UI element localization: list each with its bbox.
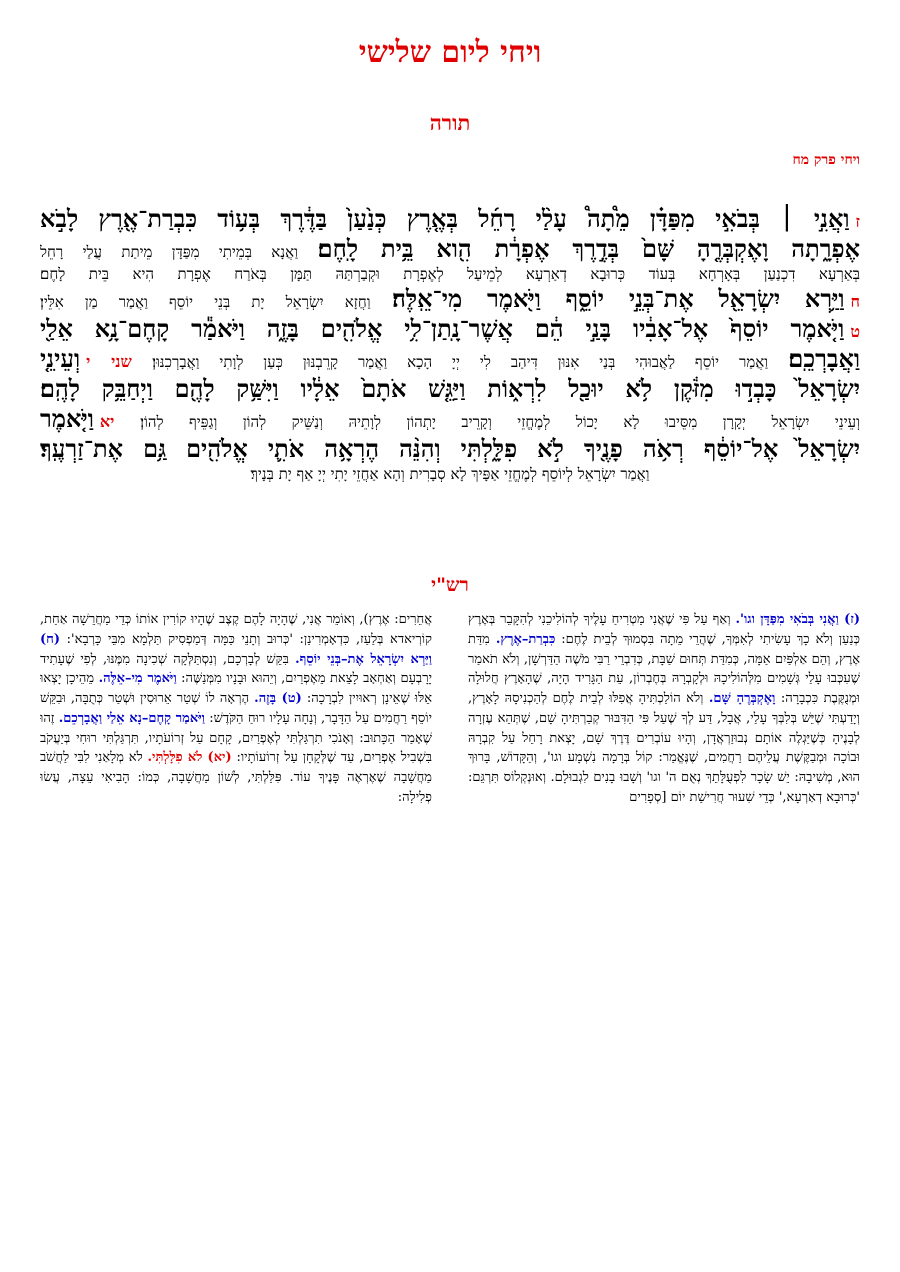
chapter-heading: ויחי פרק מח xyxy=(792,152,860,168)
rashi-text: מֵהֵיכָן יָצְאוּ אֵלּוּ שֶׁאֵינָן רְאוּיִין לִבְרָכָה: xyxy=(40,671,432,706)
rashi-text: אֲחֵרִים: אֶרֶץ), וְאוֹמֵר אֲנִי, שֶׁהָיָה לָהֶם קֶצֶב שֶׁהָיוּ קוֹרִין אוֹתוֹ כְּדֵי מַחֲרֵשָׁה אַחַת, קוֹרְיאדא בְּלַעַז, כִּדְאָמְרִינַן: 'כְּרוּב וְתָנֵי כַּמָּה דְּמַפְסִיק תַּלְמָא מִבֵּי כָּרְבָא': xyxy=(40,612,432,647)
verse-text: וַיֹּ֤אמֶר xyxy=(40,404,94,433)
rashi-column-right xyxy=(468,610,860,1010)
verse-number: ז xyxy=(855,212,860,231)
page-title: ויחי ליום שלישי xyxy=(358,35,542,70)
rashi-ref: כִּבְרַת–אֶרֶץ. xyxy=(495,631,556,647)
torah-line xyxy=(40,464,860,484)
rashi-text: הֶרְאָה לוֹ שְׁטַר אֵרוּסִין וּשְׁטַר כְּתֻבָּה, וּבִקֵּשׁ יוֹסֵף רַחֲמִים עַל הַדָּבָר, וְנָחָה עָלָיו רוּחַ הַקֹּדֶשׁ: xyxy=(40,691,432,726)
torah-line xyxy=(40,374,860,404)
torah-line xyxy=(40,404,860,434)
rashi-text: וְלֹא הוֹלַכְתִּיהָ אֲפִלּוּ לְבֵית לֶחֶם לְהַכְנִיסָהּ לָאָרֶץ, וְיָדַעְתִּי שֶׁיֵּשׁ בְּלִבְּךָ עָלַי, אֲבָל, דַּע לְךָ שֶׁעַל פִּי הַדִּבּוּר קְבַרְתִּיהָ שָׁם, שֶׁתְּהֵא עֶזְרָה לְבָנֶיהָ כְּשֶׁיַּגְלֶה אוֹתָם נְבוּזַרְאֲדָן, וְהָיוּ עוֹבְרִים דֶּרֶךְ שָׁם, יָצְאת רָחֵל עַל קִבְרָהּ וּבוֹכָה וּמְבַקֶּשֶׁת עֲלֵיהֶם רַחֲמִים, שֶׁנֶּאֱמַר: קוֹל בְּרָמָה נִשְׁמָע וגו', וְהַקָּדוֹשׁ, בָּרוּךְ הוּא, מְשִׁיבָהּ: יֵשׁ שָׂכָר לִפְעֻלָּתֵךְ נְאֻם ה' וגו' וְשָׁבוּ בָנִים לִגְבוּלָם. וְאוּנְקְלוֹס תִּרְגֵּם: 'כְּרוּבָא דְאַרְעָא,' כְּדֵי שִׁעוּר חֲרִישַׁת יוֹם [סְפָרִים xyxy=(468,691,860,805)
targum-text: וַאֲנָא בְּמֵיתִי מִפַּדָּן מֵיתַת עֲלַי רָחֵל xyxy=(40,243,299,261)
torah-line xyxy=(40,434,860,464)
torah-line xyxy=(40,204,860,234)
rashi-text: לֹא מְלָאַנִי לִבִּי לַחֲשֹׁב מַחֲשָׁבָה שֶׁאֶרְאֶה פָּנֶיךָ עוֹד. פִּלַּלְתִּי, לְשׁוֹן מַחֲשָׁבָה, כְּמוֹ: הָבִיאִי עֵצָה, עֲשׂוּ פְלִילָה: xyxy=(40,750,432,805)
verse-text: וְעֵינֵ֤י xyxy=(40,344,81,373)
rashi-ref: (ז) וַאֲנִי בְּבֹאִי מִפַּדָּן וגו'. xyxy=(735,612,860,627)
torah-line xyxy=(40,344,860,374)
rashi-ref: וַיֹּאמַר קָחֶם–נָא אֵלַי וַאֲבָרְכֵם. xyxy=(58,710,205,726)
targum-text: וַאֲמַר יוֹסֵף לַאֲבוּהִי בְּנַי אִנּוּן דִּיהַב לִי יְיָ הָכָא וַאֲמַר קָרֵבְנּוּן כְּעַן לְוָתִי וַאֲבָרְכִנּוּן׃ xyxy=(152,353,769,371)
rashi-ref: (יא) לֹא פִלָּלְתִּי. xyxy=(147,750,232,766)
verse-text: וַאֲבָרְכֵֽם׃ xyxy=(788,344,860,373)
rashi-ref: וַיֹּאמֶר מִי–אֵלֶּה. xyxy=(98,671,177,687)
targum-text: וַחֲזָא יִשְׂרָאֵל יָת בְּנֵי יוֹסֵף וַאֲמַר מַן אִלֵּין׃ xyxy=(40,293,371,311)
aliyah-marker: שני י xyxy=(86,352,132,371)
torah-line xyxy=(40,234,860,264)
verse-text: וַיַּ֥רְא יִשְׂרָאֵ֖ל אֶת־בְּנֵ֣י יוֹסֵ֑ף וַיֹּ֖אמֶר מִי־אֵֽלֶּה׃ xyxy=(392,284,845,313)
targum-text: בְּאַרְעָא דִכְנַעַן בְּאָרְחָא בְּעוֹד כְּרוּבָא דְאַרְעָא לְמֵיעַל לְאֶפְרָת וּקְבַרְתַּהּ תַּמָּן בְּאֹרַח אֶפְרָת הִיא בֵּית לָחֶם׃ xyxy=(40,265,860,283)
rashi-title: רש"י xyxy=(431,574,469,596)
rashi-ref: (ט) בָּזֶה. xyxy=(254,691,302,706)
rashi-commentary xyxy=(40,610,860,1010)
verse-text: וַיֹּ֤אמֶר יוֹסֵף֙ אֶל־אָבִ֔יו בָּנַ֣י הֵ֔ם אֲשֶׁר־נָֽתַן־לִ֥י אֱלֹהִ֖ים בָּזֶ֑ה וַיֹּאמַ֕ר קָחֶם־נָ֥א אֵלַ֖י xyxy=(40,314,845,343)
rashi-text: מִדַּת אֶרֶץ, וְהֵם אַלְפַּיִם אַמָּה, כְּמִדַּת תְּחוּם שַׁבָּת, כְּדִבְרֵי רַבִּי מֹשֶׁה הַדַּרְשָׁן, וְלֹא תֹאמַר שֶׁעִכְּבוּ עָלַי גְּשָׁמִים מִלְּהוֹלִיכָהּ וּלְקָבְרָהּ בְּחֶבְרוֹן, עֵת הַגָּרִיד הָיָה, שֶׁהָאָרֶץ חֲלוּלָה וּמְנֻקֶּבֶת כִּכְבָרָה: xyxy=(468,631,860,706)
verse-number: ט xyxy=(850,322,860,341)
verse-number: יא xyxy=(99,412,115,431)
verse-text: וַאֲנִ֣י ׀ בְּבֹאִ֣י מִפַּדָּ֗ן מֵ֩תָה֩ עָלַ֨י רָחֵ֜ל בְּאֶ֤רֶץ כְּנַ֙עַן֙ בַּדֶּ֔רֶךְ בְּע֥וֹד כִּבְרַת־אֶ֖רֶץ לָבֹ֣א xyxy=(40,204,850,233)
targum-text: וַאֲמַר יִשְׂרָאֵל לְיוֹסֵף לְמֶחֱזֵי אַפָּיךְ לָא סְבָרִית וְהָא אַחֲזֵי יָתִי יְיָ אַף יָת בְּנָיךְ׃ xyxy=(250,465,650,483)
torah-line xyxy=(40,314,860,344)
rashi-column-left xyxy=(40,610,432,1010)
targum-text: וְעֵינֵי יִשְׂרָאֵל יְקָרָן מִסֵּיבוּ לָא יָכוֹל לְמֶחֱזֵי וְקָרֵיב יָתְהוֹן לְוָתֵיהּ וְנַשֵּׁיק לְהוֹן וְגַפֵּיף לְהוֹן׃ xyxy=(140,413,860,431)
verse-number: ח xyxy=(850,292,860,311)
rashi-text: וְאַף עַל פִּי שֶׁאֲנִי מַטְרִיחַ עָלֶיךָ לְהוֹלִיכֵנִי לְהִקָּבֵר בְּאֶרֶץ כְּנַעַן וְלֹא כָךְ עָשִׂיתִי לְאִמְּךָ, שֶׁהֲרֵי מֵתָה בִּסְמוּךְ לְבֵית לֶחֶם: xyxy=(468,612,860,647)
torah-line xyxy=(40,264,860,284)
torah-line xyxy=(40,284,860,314)
torah-text xyxy=(40,204,860,484)
verse-text: אֶפְרָ֑תָה וָאֶקְבְּרֶ֤הָ שָּׁם֙ בְּדֶ֣רֶךְ אֶפְרָ֔ת הִ֖וא בֵּ֥ית לָֽחֶם׃ xyxy=(317,234,860,263)
rashi-text: זֶהוּ שֶׁאָמַר הַכָּתוּב: וְאָנֹכִי תִרְגַּלְתִּי לְאֶפְרַיִם, קָחָם עַל זְרוֹעֹתָיו, תִּרְגַּלְתִּי רוּחִי בְּיַעֲקֹב בִּשְׁבִיל אֶפְרַיִם, עַד שֶׁלְּקָחָן עַל זְרוֹעוֹתָיו: xyxy=(40,710,432,766)
verse-text: יִשְׂרָאֵל֙ אֶל־יוֹסֵ֔ף רְאֹ֥ה פָנֶ֖יךָ לֹ֣א פִלָּ֑לְתִּי וְהִנֵּ֨ה הֶרְאָ֥ה אֹתִ֛י אֱלֹהִ֖ים גַּ֥ם אֶת־זַרְעֶֽךָ׃ xyxy=(40,434,860,463)
rashi-ref: וָאֶקְבְּרֶהָ שָּׁם. xyxy=(708,691,776,706)
rashi-ref: (ח) וַיַּרְא יִשְׂרָאֵל אֶת–בְּנֵי יוֹסֵף. xyxy=(40,631,432,667)
rashi-text: בִּקֵּשׁ לְבָרְכָם, וְנִסְתַּלְּקָה שְׁכִינָה מִמֶּנּוּ, לְפִי שֶׁעָתִיד יָרָבְעָם וְאַחְאָב לָצֵאת מֵאֶפְרַיִם, וְיֵהוּא וּבָנָיו מִמְּנַשֶּׁה: xyxy=(40,651,432,687)
verse-text: יִשְׂרָאֵל֙ כָּבְד֣וּ מִזֹּ֔קֶן לֹ֥א יוּכַ֖ל לִרְא֑וֹת וַיַּגֵּ֤שׁ אֹתָם֙ אֵלָ֔יו וַיִּשַּׁ֥ק לָהֶ֖ם וַיְחַבֵּ֥ק לָהֶֽם׃ xyxy=(40,374,860,403)
section-title: תורה xyxy=(429,110,471,135)
